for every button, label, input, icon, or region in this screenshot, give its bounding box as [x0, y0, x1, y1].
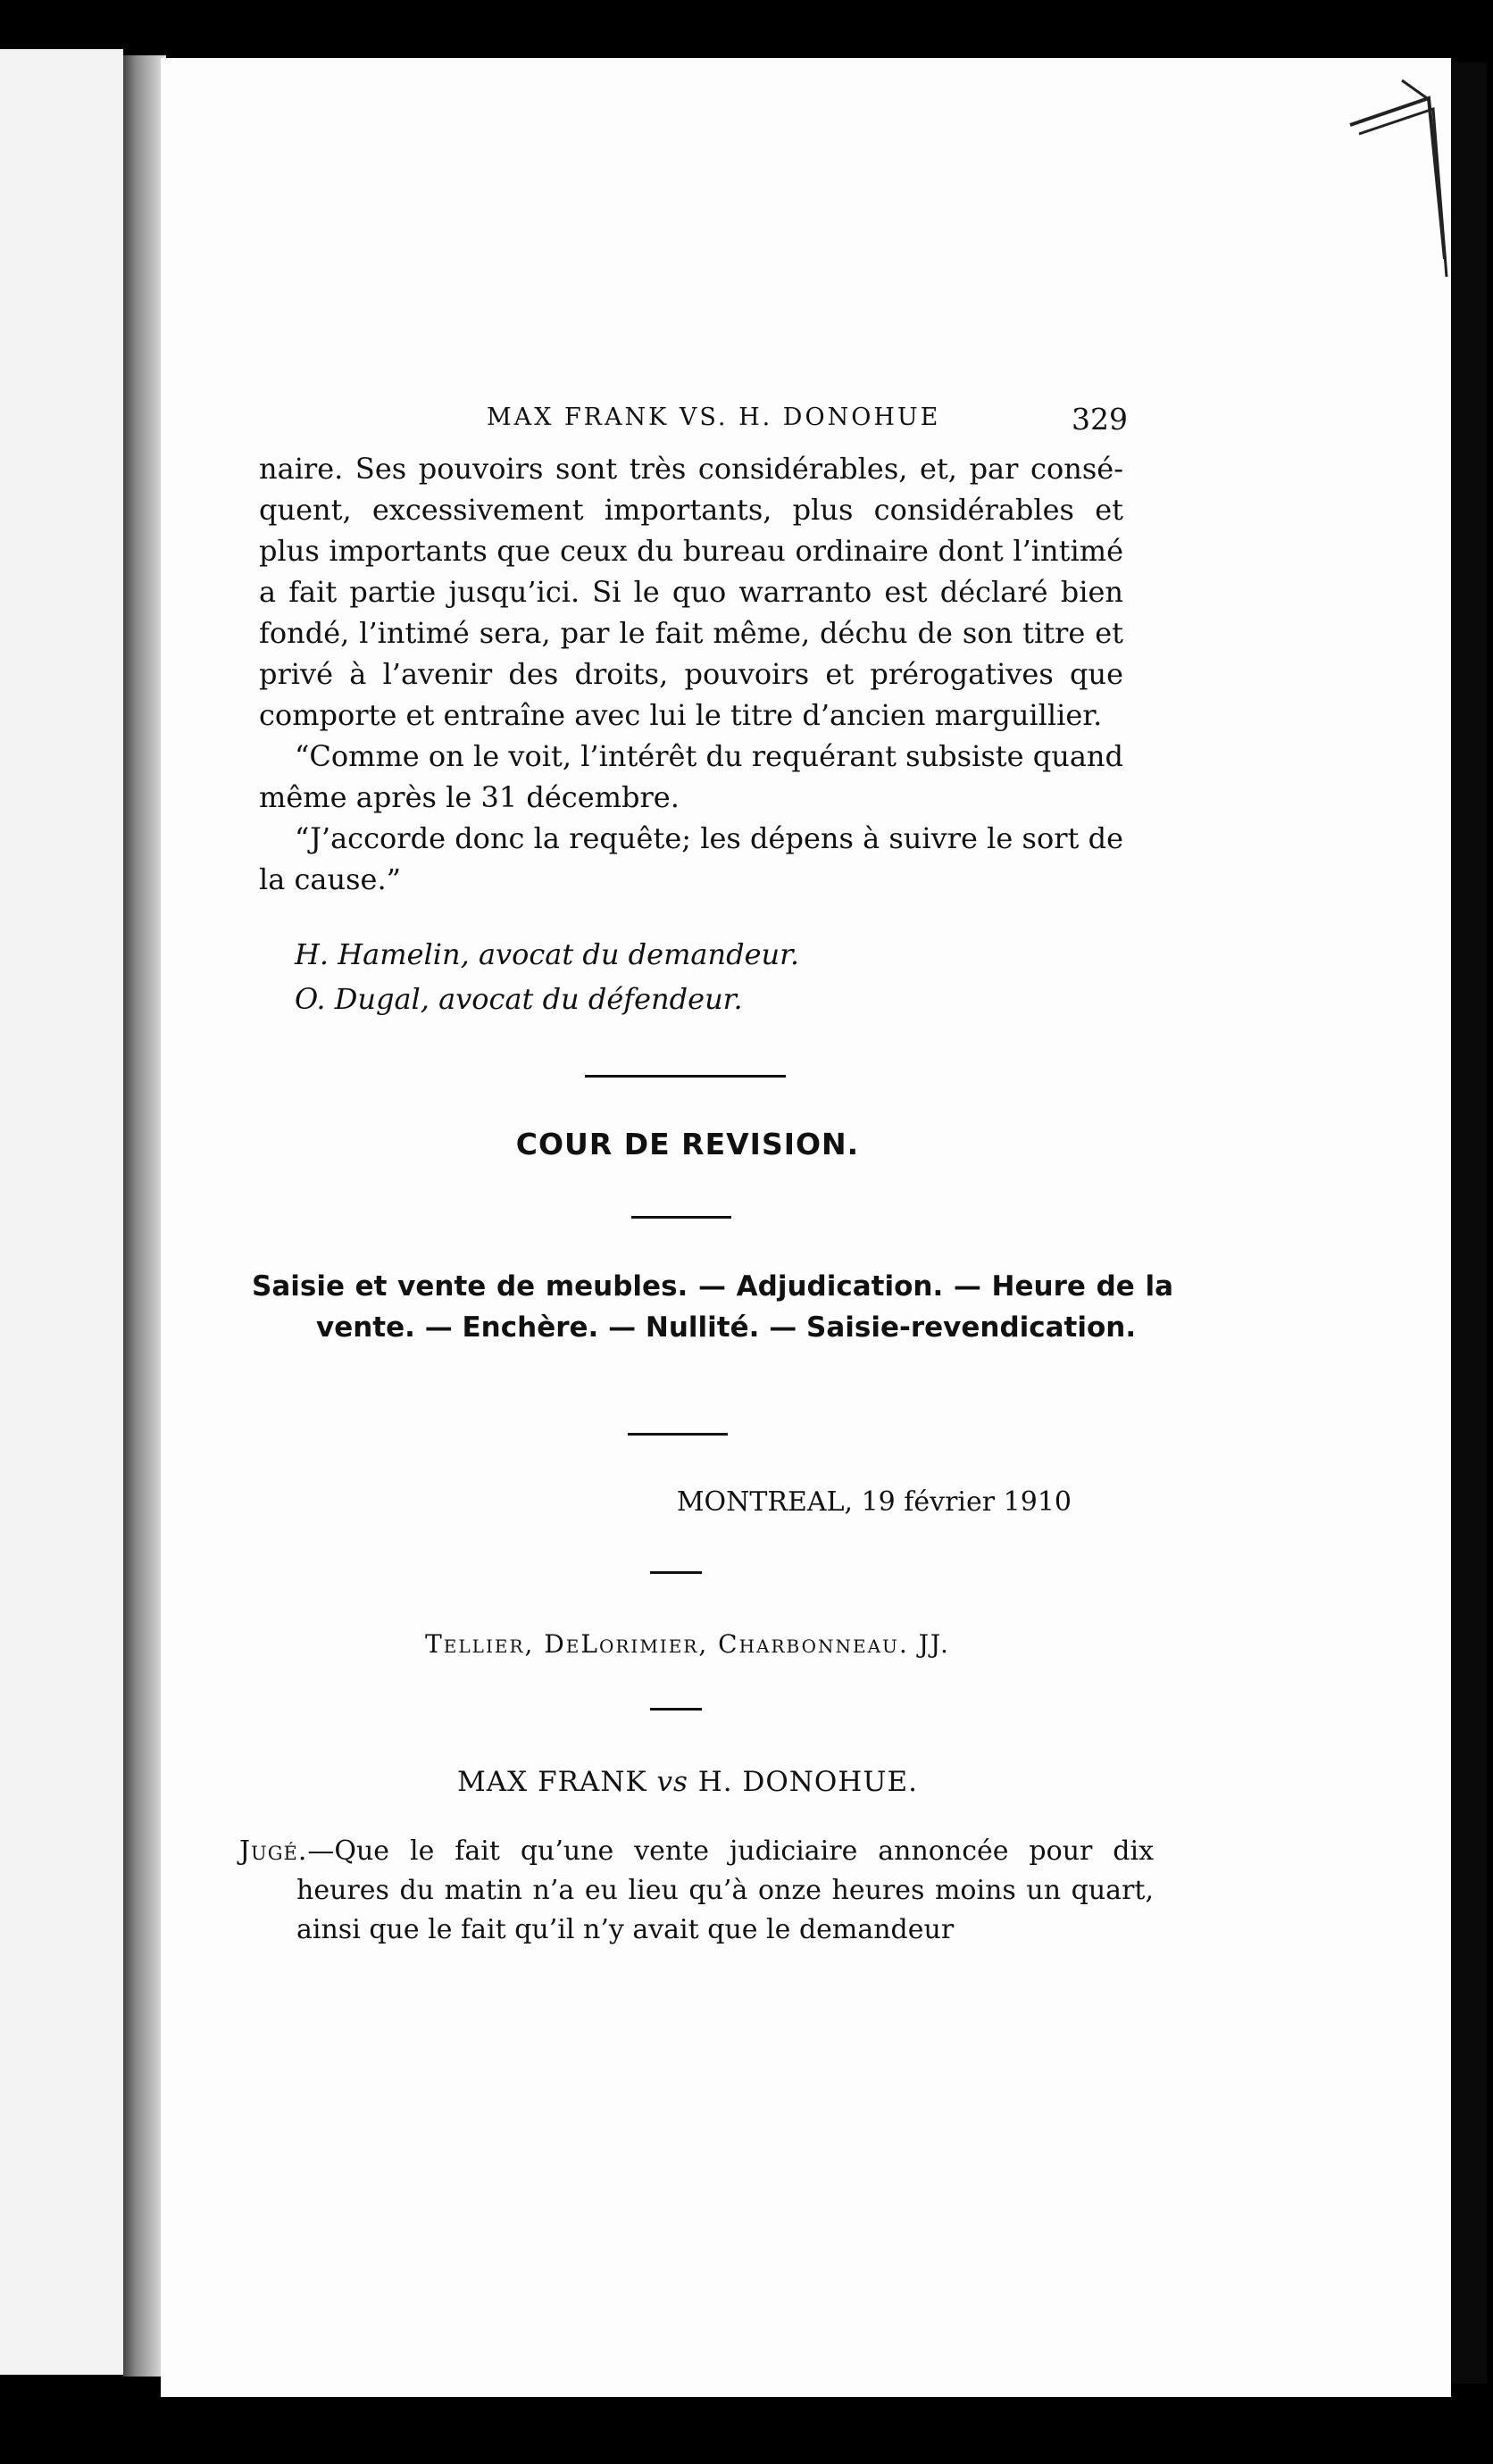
case-date: MONTREAL, 19 février 1910 [676, 1486, 1072, 1518]
book-gutter [123, 55, 166, 2377]
section-divider [650, 1708, 702, 1711]
court-title: COUR DE REVISION. [515, 1127, 860, 1161]
running-title: MAX FRANK VS. H. DONOHUE [487, 404, 941, 431]
body-text [259, 448, 1123, 900]
page-number: 329 [1072, 402, 1128, 437]
facing-page-edge [0, 49, 123, 2375]
counsel-plaintiff: H. Hamelin, avocat du demandeur. [295, 937, 800, 971]
paragraph-quote-1: “Comme on le voit, l’intérêt du requérant subsiste quand même après le 31 décembre. [259, 739, 1123, 814]
versus-label: vs [656, 1766, 688, 1798]
held-text: —Que le fait qu’une vente judiciaire annoncée pour dix heures du matin n’a eu lieu qu’à onze heures moins un quart, ainsi que le fait qu’il n’y avait que le demandeur [296, 1836, 1154, 1945]
party-plaintiff: MAX FRANK [457, 1766, 647, 1798]
judges: Tellier, DeLorimier, Charbonneau. JJ. [425, 1629, 950, 1659]
scan-border [1451, 62, 1487, 2384]
counsel-defendant: O. Dugal, avocat du défendeur. [295, 982, 743, 1016]
section-divider [585, 1075, 786, 1078]
case-keywords: Saisie et vente de meubles. — Adjudication. — Heure de la vente. — Enchère. — Nullité. — Saisie-revendication. [252, 1270, 1173, 1344]
section-divider [631, 1216, 731, 1219]
party-defendant: H. DONOHUE. [697, 1766, 918, 1798]
section-divider [650, 1571, 702, 1574]
held-paragraph [239, 1832, 1154, 1950]
paragraph-continued: naire. Ses pouvoirs sont très considérables, et, par conséquent, excessivement importants, plus considérables et plus importants que ceux du bureau ordinaire dont l’intimé a fait partie jusqu’ici. Si le quo warranto est déclaré bien fondé, l’intimé sera, par le fait même, déchu de son titre et privé à l’avenir des droits, pouvoirs et prérogatives que comporte et entraîne avec lui le titre d’ancien marguillier. [259, 452, 1123, 732]
section-divider [628, 1433, 728, 1436]
held-label: Jugé. [239, 1836, 308, 1867]
paragraph-quote-2: “J’accorde donc la requête; les dépens à suivre le sort de la cause.” [259, 821, 1123, 896]
case-parties [259, 1766, 1116, 1798]
